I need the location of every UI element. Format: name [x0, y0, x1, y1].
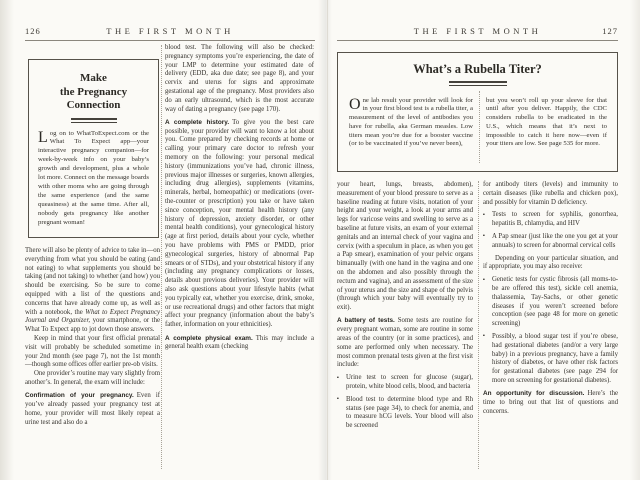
right-page-column-2 [483, 181, 618, 477]
page-number-right: 127 [602, 26, 618, 36]
info-box-column-1 [349, 90, 473, 156]
paragraph: blood test. The following will also be checked: pregnancy symptoms you’re experiencing, the date of your LMP to determine your estimated date of delivery (EDD, aka due date; see page 8), and your cervix and uterus for signs and approximate gestational age of the pregnancy. Most providers also do an early ultrasound, which is the most accurate way of dating a pregnancy (see page 170). [165, 44, 314, 113]
page-edge-shading-left [0, 0, 14, 480]
paragraph: Keep in mind that your first official prenatal visit will probably be scheduled sometime in your 2nd month (see page 7), not the 1st month—though some offices offer earlier pre-ob visits. [25, 334, 160, 369]
info-box-title-rule [449, 81, 507, 86]
paragraph: Confirmation of your pregnancy. Even if you’ve already passed your pregnancy test at home, your provider will most likely repeat a urine test and also do a [25, 392, 160, 426]
bold-lead-in: A complete history. [165, 118, 230, 126]
book-gutter-shadow [318, 0, 332, 480]
paragraph: There will also be plenty of advice to take in—on everything from what you should be eating (and not eating) to what supplements you should be taking (and not taking) to whether (and how) you should be exercising. So be sure to come equipped with a list of the questions and concerns that have already come up, as well as with a notebook, the What to Expect Pregnancy Journal and Organizer, your smartphone, or the What To Expect app to jot down those answers. [25, 247, 160, 334]
left-page-column-2 [165, 44, 314, 474]
italic-book-title: What to Expect Pregnancy Journal and Organizer, [25, 308, 160, 325]
left-page-column-1 [25, 247, 160, 477]
column-divider-dotted-left-page [161, 45, 162, 469]
paragraph: A complete physical exam. This may include a general health exam (checking [165, 334, 314, 351]
bold-lead-in: A complete physical exam. [165, 334, 253, 342]
header-rule-left [25, 40, 315, 41]
paragraph: A battery of tests. Some tests are routine for every pregnant woman, some are routine in some areas of the country (or in some practices), and some are performed only when necessary. The most common prenatal tests given at the first visit include: [337, 317, 473, 369]
header-rule-right [337, 40, 618, 41]
square-bullet-icon: ▪ [483, 233, 485, 240]
square-bullet-icon: ▪ [483, 211, 485, 218]
sidebar-box-paragraph: Log on to WhatToExpect.com or the What To Expect app—your interactive pregnancy companion—for week-by-week info on your baby’s growth and development, plus a whole lot more. Connect on the message boards with other moms who are going through the same experience (and the same queasiness) at the same time. After all, nobody gets pregnancy like another pregnant woman! [38, 128, 149, 226]
column-divider-dotted-right-page [478, 181, 479, 469]
square-bullet-icon: ▪ [337, 396, 339, 403]
info-box-whats-a-rubella-titer [337, 52, 618, 172]
list-item: ▪ Tests to screen for syphilis, gonorrhea, hepatitis B, chlamydia, and HIV [483, 211, 618, 228]
square-bullet-icon: ▪ [483, 276, 485, 283]
paragraph: One provider’s routine may vary slightly from another’s. In general, the exam will include: [25, 370, 160, 386]
running-head-left: THE FIRST MONTH [106, 26, 234, 36]
right-page-column-1 [337, 181, 473, 477]
drop-cap: O [349, 95, 361, 113]
paragraph: your heart, lungs, breasts, abdomen), measurement of your blood pressure to serve as a baseline reading at future visits, notation of your height and your weight, a look at your arms and legs for varicose veins and swelling to serve as a baseline at future visits, an exam of your external genitals and an internal check of your vagina and cervix (with a speculum in place, as when you get a Pap smear), examination of your pelvic organs bimanually (with one hand in the vagina and one on the abdomen and also possibly through the rectum and vagina), and an assessment of the size of your uterus and the size and shape of the pelvis (through which your baby will eventually try to exit). [337, 181, 473, 312]
info-box-title: What’s a Rubella Titer? [413, 62, 542, 76]
list-item: ▪ Genetic tests for cystic fibrosis (all moms-to-be are offered this test), sickle cell anemia, thalassemia, Tay-Sachs, or other genetic diseases if you weren’t screened before conception (see page 48 for more on genetic screening) [483, 276, 618, 328]
square-bullet-icon: ▪ [483, 333, 485, 340]
sidebar-title-rule [71, 118, 117, 123]
list-item: ▪ Possibly, a blood sugar test if you’re obese, had gestational diabetes (and/or a very large baby) in a previous pregnancy, have a family history of diabetes, or have other risk factors for gestational diabetes (see page 294 for more on screening for gestational diabetes). [483, 332, 618, 384]
paragraph: An opportunity for discussion. Here’s the time to bring out that list of questions and concerns. [483, 390, 618, 415]
list-item: ▪ A Pap smear (just like the one you get at your annuals) to screen for abnormal cervical cells [483, 232, 618, 249]
book-fold-line [327, 0, 328, 480]
running-head-right: THE FIRST MONTH [413, 26, 542, 36]
info-box-column-divider-dotted [479, 91, 480, 163]
bold-lead-in: An opportunity for discussion. [483, 390, 585, 398]
paragraph: but you won’t roll up your sleeve for that until after you deliver. Happily, the CDC considers rubella to be eradicated in the U.S., which means that it’s next to impossible to catch it here now—even if your titers are low. See page 535 for more. [486, 96, 607, 148]
square-bullet-icon: ▪ [337, 374, 339, 381]
paragraph: One lab result your provider will look for in your first blood test is a rubella titer, a measurement of the level of antibodies you have for rubella, aka German measles. Low titers mean you’re due for a booster vaccine (or to be vaccinated if you’ve never been), [349, 95, 473, 148]
info-box-column-2 [486, 90, 607, 156]
list-item: ▪ Blood test to determine blood type and Rh status (see page 34), to check for anemia, and to measure hCG levels. Your blood will also be screened [337, 395, 473, 430]
sidebar-box-make-the-pregnancy-connection [28, 59, 159, 238]
paragraph: Depending on your particular situation, and if appropriate, you may also receive: [483, 254, 618, 271]
sidebar-box-title: Make the Pregnancy Connection [59, 72, 128, 111]
paragraph: for antibody titers (levels) and immunity to certain diseases (like rubella and chicken pox), and possibly for vitamin D deficiency. [483, 181, 618, 206]
bold-lead-in: Confirmation of your pregnancy. [25, 392, 134, 400]
page-edge-shading-right [630, 0, 640, 480]
drop-cap: L [38, 128, 48, 146]
page-number-left: 126 [25, 26, 41, 36]
paragraph: A complete history. To give you the best care possible, your provider will want to know a lot about you. Come prepared by checking records at home or calling your primary care doctor to refresh your memory on the following: your personal medical history (immunizations you’ve had, chronic illness, previous major illnesses or surgeries, known allergies, including drug allergies), supplements (vitamins, minerals, herbal, homeopathic) or medications (over-the-counter or prescription) you take or have taken since conception, your mental health history (any history of depression, anxiety disorder, or other mental health conditions), your gynecological history (age at first period, details about your cycle, whether you have problems with PMS or PMDD, prior gynecological surgeries, history of abnormal Pap smears or of STDs), and your obstetrical history if any (including any pregnancy complications or losses, details about previous deliveries). Your provider will also ask questions about your lifestyle habits (what you typically eat, whether you exercise, drink, smoke, or use recreational drugs) and other factors that might affect your pregnancy (information about the baby’s father, information on your ethnicities). [165, 118, 314, 329]
bold-lead-in: A battery of tests. [337, 317, 395, 325]
list-item: ▪ Urine test to screen for glucose (sugar), protein, white blood cells, blood, and bacteria [337, 374, 473, 391]
